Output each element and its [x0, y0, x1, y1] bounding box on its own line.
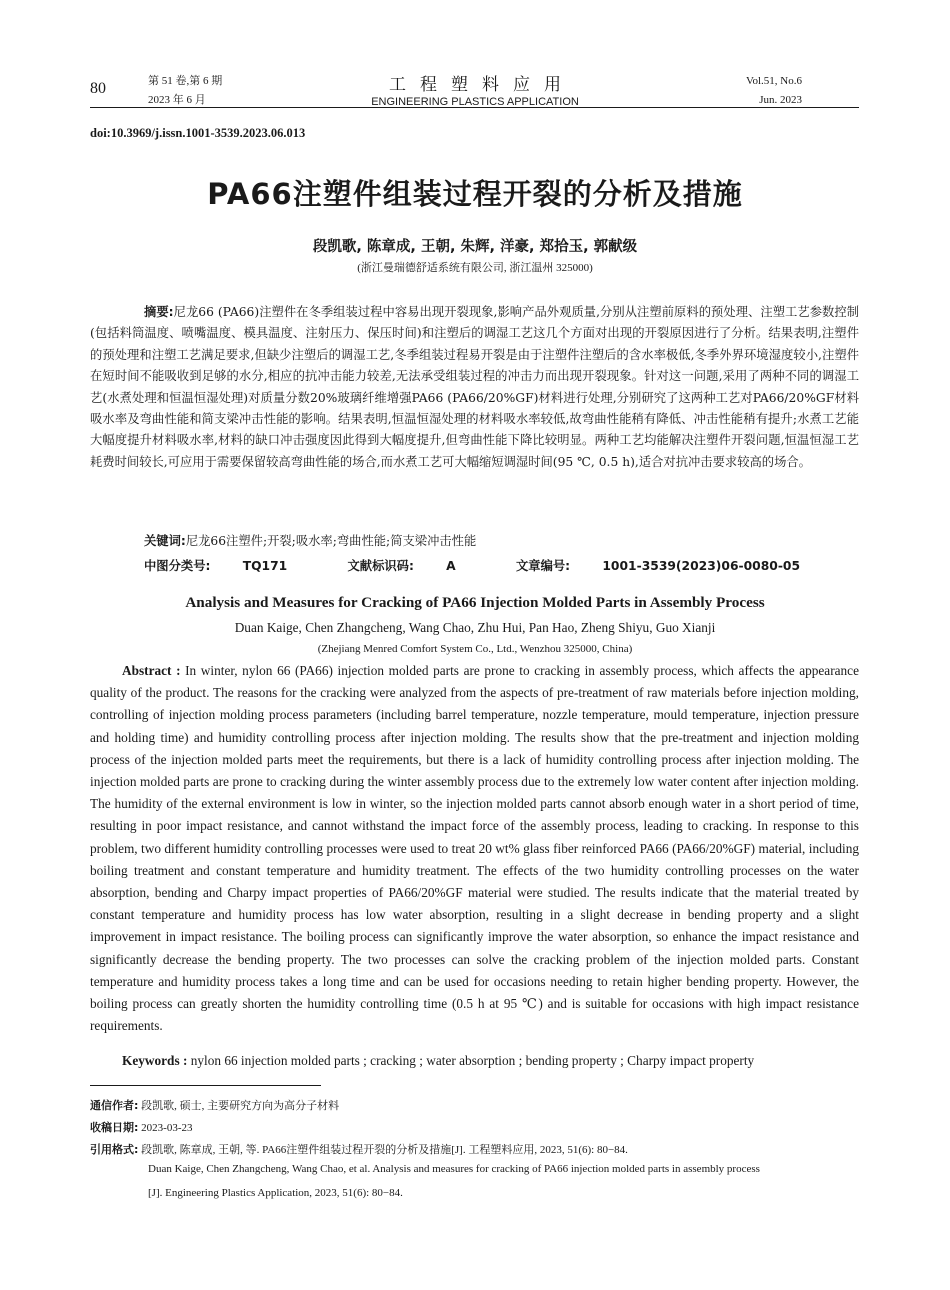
keywords-en: [122, 1053, 754, 1069]
doi-link[interactable]: doi:10.3969/j.issn.1001-3539.2023.06.013: [90, 126, 306, 140]
corresponding-value: 段凯歌, 硕士, 主要研究方向为高分子材料: [141, 1100, 340, 1112]
keywords-cn-text: 尼龙66注塑件;开裂;吸水率;弯曲性能;简支梁冲击性能: [185, 534, 477, 548]
article-no-label: 文章编号:: [515, 559, 571, 573]
abstract-en: [90, 660, 859, 1037]
header-divider: [90, 107, 859, 108]
abstract-cn-text: 尼龙66 (PA66)注塑件在冬季组装过程中容易出现开裂现象,影响产品外观质量,分别从注塑前原料的预处理、注塑工艺参数控制(包括料筒温度、喷嘴温度、模具温度、注射压力、保压时间)和注塑后的调湿工艺这几个方面对出现的开裂原因进行了分析。结果表明,注塑件的预处理和注塑工艺满足要求,但缺少注塑后的调湿工艺,冬季组装过程易开裂是由于注塑件注塑后的含水率极低,冬季外界环境湿度较小,注塑件在短时间不能吸收到足够的水分,相应的抗冲击能力较差,无法承受组装过程的冲击力而出现开裂现象。针对这一问题,采用了两种不同的调湿工艺(水煮处理和恒温恒湿处理)对质量分数20%玻璃纤维增强PA66 (PA66/20%GF)材料进行处理,分别研究了这两种工艺对PA66/20%GF材料吸水率及弯曲性能和简支梁冲击性能的影响。结果表明,恒温恒湿处理的材料吸水率较低,故弯曲性能稍有降低、冲击性能稍有提升;水煮工艺能大幅度提升材料吸水率,材料的缺口冲击强度因此得到大幅度提升,但弯曲性能下降比较明显。两种工艺均能解决注塑件开裂问题,恒温恒湿工艺耗费时间较长,可应用于需要保留较高弯曲性能的场合,而水煮工艺可大幅缩短调湿时间(95 ℃, 0.5 h),适合对抗冲击要求较高的场合。: [90, 305, 859, 469]
abstract-cn: [90, 302, 859, 473]
doc-code-value: A: [446, 559, 456, 573]
footnote-received: [90, 1119, 192, 1135]
journal-name-en: ENGINEERING PLASTICS APPLICATION: [371, 96, 579, 108]
citation-en-line2: [J]. Engineering Plastics Application, 2023, 51(6): 80−84.: [148, 1187, 403, 1199]
keywords-cn-label: 关键词:: [144, 534, 186, 548]
page-number: 80: [90, 80, 106, 97]
footnote-corresponding: [90, 1097, 339, 1113]
affiliation-en: (Zhejiang Menred Comfort System Co., Ltd., Wenzhou 325000, China): [317, 643, 633, 655]
journal-header: [0, 70, 950, 108]
keywords-en-label: Keywords :: [122, 1053, 188, 1068]
footnote-divider: [90, 1085, 321, 1086]
volume-cn: 第 51 卷,第 6 期: [148, 75, 223, 87]
affiliation-cn: (浙江曼瑞德舒适系统有限公司, 浙江温州 325000): [357, 262, 593, 274]
doc-code-label: 文献标识码:: [347, 559, 414, 573]
footnote-citation: [90, 1141, 628, 1157]
abstract-cn-label: 摘要:: [144, 305, 174, 319]
keywords-en-text: nylon 66 injection molded parts ; cracking ; water absorption ; bending property ; Charpy impact property: [190, 1053, 755, 1068]
paper-title-cn: PA66注塑件组装过程开裂的分析及措施: [207, 177, 743, 211]
header-right: [746, 72, 802, 110]
document-code: [347, 559, 483, 573]
received-label: 收稿日期:: [90, 1121, 139, 1134]
authors-cn: 段凯歌, 陈章成, 王朝, 朱辉, 洋豪, 郑拾玉, 郭献级: [312, 239, 638, 255]
classification-row: [144, 556, 856, 574]
volume-en: Vol.51, No.6: [745, 75, 802, 87]
journal-name-cn: 工程塑料应用: [389, 75, 575, 95]
class-number: [144, 559, 315, 573]
abstract-en-text: In winter, nylon 66 (PA66) injection molded parts are prone to cracking in assembly process, which affects the appearance quality of the product. The reasons for the cracking were analyzed from the aspects of pre-treatment of raw materials before injection molding, controlling of injection molding process parameters (including barrel temperature, nozzle temperature, mould temperature, injection pressure and holding time) and humidity controlling process after injection molding. The results show that the pre-treatment and injection molding process of the injection molded parts meet the requirements, but there is a lack of humidity controlling process after injection molding. The injection molded parts are prone to cracking during the winter assembly process due to the extremely low water content after injection molding. The humidity of the external environment is low in winter, so the injection molded parts cannot absorb enough water in a short period of time, resulting in poor impact resistance, and cannot withstand the impact force of the assembly process, leading to cracking. In response to this problem, two different humidity controlling processes were used to treat 20 wt% glass fiber reinforced PA66 (PA66/20%GF) material, including boiling treatment and constant temperature and humidity treatment. The effects of the two humidity controlling processes on the water absorption, bending and Charpy impact properties of PA66/20%GF material were studied. The results indicate that the material treated by constant temperature and humidity process has low water absorption, resulting in a slight decrease in bending property and a slight improvement in impact resistance. The boiling process can significantly improve the water absorption, so enhance the impact resistance and significantly decrease the bending property. The two processes can solve the cracking problem of the injection molded parts. Constant temperature and humidity process takes a long time and can be used for occasions needing to retain higher bending property. However, the boiling process can greatly shorten the humidity controlling time (0.5 h at 95 ℃) and is suitable for occasions with high impact resistance requirements.: [90, 663, 859, 1034]
corresponding-label: 通信作者:: [90, 1099, 139, 1112]
class-label: 中图分类号:: [144, 559, 211, 573]
paper-title-en: Analysis and Measures for Cracking of PA66 Injection Molded Parts in Assembly Process: [185, 594, 765, 611]
citation-en-line1: Duan Kaige, Chen Zhangcheng, Wang Chao, et al. Analysis and measures for cracking of PA66 injection molded parts in assembly process: [148, 1163, 760, 1175]
class-value: TQ171: [242, 559, 288, 573]
keywords-cn: [144, 531, 476, 549]
citation-cn: 段凯歌, 陈章成, 王朝, 等. PA66注塑件组装过程开裂的分析及措施[J]. 工程塑料应用, 2023, 51(6): 80−84.: [141, 1144, 628, 1156]
date-cn: 2023 年 6 月: [148, 94, 206, 106]
received-value: 2023-03-23: [141, 1122, 193, 1134]
citation-label: 引用格式:: [90, 1143, 139, 1156]
abstract-en-label: Abstract :: [122, 663, 181, 678]
date-en: Jun. 2023: [759, 94, 802, 106]
article-no-value: 1001-3539(2023)06-0080-05: [602, 559, 801, 573]
article-number: [516, 559, 828, 573]
authors-en: Duan Kaige, Chen Zhangcheng, Wang Chao, Zhu Hui, Pan Hao, Zheng Shiyu, Guo Xianji: [234, 620, 716, 635]
